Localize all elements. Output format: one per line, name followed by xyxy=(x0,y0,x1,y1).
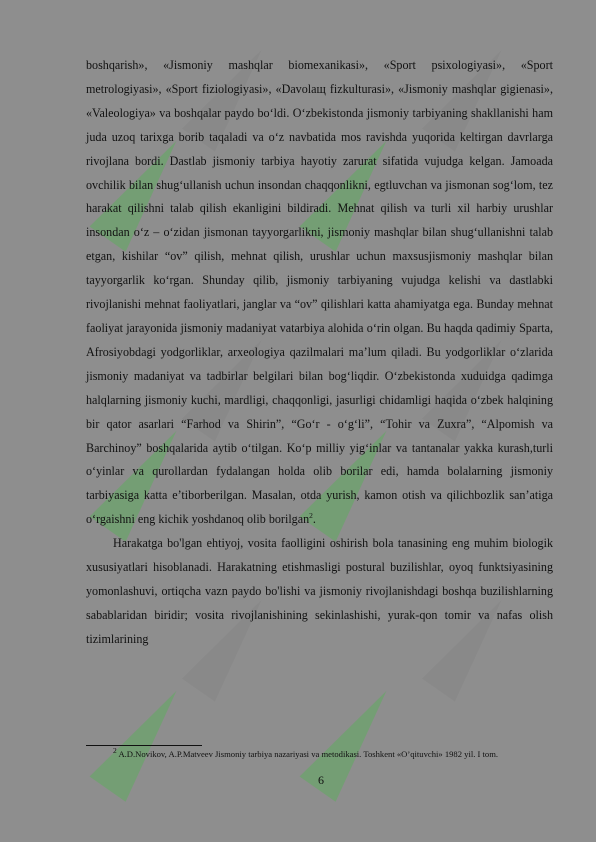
footnote-reference[interactable]: 2 xyxy=(309,511,313,521)
footnote xyxy=(86,748,553,760)
body-text xyxy=(86,54,553,652)
footnote-divider xyxy=(86,745,202,746)
footnote-text: A.D.Novikov, A.P.Matveev Jismoniy tarbiya nazariyasi va metodikasi. Toshkent «O’qituvchi» 1982 yil. I tom. xyxy=(118,749,499,759)
paragraph: boshqarish», «Jismoniy mashqlar biomexanikasi», «Sport psixologiyasi», «Sport metrologiyasi», «Sport fiziologiyasi», «Davolaщ fizkulturasi», «Jismoniy mashqlar gigienasi», «Valeologiya» va boshqalar paydo bo‘ldi. O‘zbekistonda jismoniy tarbiyaning shakllanishi ham juda uzoq tarixga borib taqaladi va o‘z navbatida mos ravishda yuqorida keltirgan davrlarga rivojlana bordi. Dastlab jismoniy tarbiya hayotiy zarurat sifatida vujudga kelgan. Jamoada ovchilik bilan shug‘ullanish uchun insondan chaqqonlikni, egtluvchan va jismonan sog‘lom, tez harakat qilishni talab qilish ekanligini bildiradi. Mehnat qilish va turli xil harbiy urushlar insondan o‘z – o‘zidan jismonan tayyorgarlikni, jismoniy mashqlar bilan shug‘ullanishni talab etgan, kishilar “ov” qilish, mehnat qilish, urushlar uchun maxsusjismoniy mashqlar bilan tayyorgarlik ko‘rgan. Shunday qilib, jismoniy tarbiyaning vujudga kelishi va dastlabki rivojlanishi mehnat faoliyatlari, janglar va “ov” qilishlari katta ahamiyatga ega. Bunday mehnat faoliyat jarayonida jismoniy madaniyat vatarbiya alohida o‘rin olgan. Bu haqda qadimiy Sparta, Afrosiyobdagi yodgorliklar, arxeologiya qazilmalari ma’lum qiladi. Bu yodgorliklar o‘zlarida jismoniy madaniyat va tadbirlar belgilari bilan bog‘liqdir. O‘zbekistonda xuduidga qadimga halqlarning jismoniy kuchi, mardligi, chaqqonligi, jasurligi chidamligi haqida o‘zbek halqining bir qator asarlari “Farhod va Shirin”, “Go‘r - o‘g‘li”, “Tohir va Zuxra”, “Alpomish va Barchinoy” boshqalarida aytib o‘tilgan. Ko‘p milliy yig‘inlar va tantanalar yakka kurash,turli o‘yinlar va qurollardan fydalangan holda olib borilar edi, hamda bolalarning jismoniy tarbiyasiga katta e’tiborberilgan. Masalan, otda yurish, kamon otish va qilichbozlik san’atiga o‘rgaishni eng kichik yoshdanoq olib borilgan$^2$. xyxy=(86,58,553,527)
page-number: 6 xyxy=(318,773,324,787)
watermark-shape xyxy=(90,678,195,802)
watermark-shape xyxy=(300,678,405,802)
footnote-number: 2 xyxy=(113,746,117,756)
paragraph: Harakatga bo'lgan ehtiyoj, vosita faolligini oshirish bola tanasining eng muhim biologik xususiyatlari hisoblanadi. Harakatning etishmasligi postural buzilishlar, oyoq funktsiyasining yomonlashuvi, ortiqcha vazn paydo bo'lishi va jismoniy rivojlanishdagi boshqa buzilishlarning sabablaridan biridir; vosita rivojlanishining sekinlashishi, yurak-qon tomir va nafas olish tizimlarining xyxy=(86,536,553,646)
paragraph-text: boshqarish», «Jismoniy mashqlar biomexanikasi», «Sport psixologiyasi», «Sport metrologiyasi», «Sport fiziologiyasi», «Davolaщ fizkulturasi», «Jismoniy mashqlar gigienasi», «Valeologiya» va boshqalar paydo bo‘ldi. O‘zbekistonda jismoniy tarbiyaning shakllanishi ham juda uzoq tarixga borib taqaladi va o‘z navbatida mos ravishda yuqorida keltirgan davrlarga rivojlana bordi. Dastlab jismoniy tarbiya hayotiy zarurat sifatida vujudga kelgan. Jamoada ovchilik bilan shug‘ullanish uchun insondan chaqqonlikni, egtluvchan va jismonan sog‘lom, tez harakat qilishni talab qilish ekanligini bildiradi. Mehnat qilish va turli xil harbiy urushlar insondan o‘z – o‘zidan jismonan tayyorgarlikni, jismoniy mashqlar bilan shug‘ullanishni talab etgan, kishilar “ov” qilish, mehnat qilish, urushlar uchun maxsusjismoniy mashqlar bilan tayyorgarlik ko‘rgan. Shunday qilib, jismoniy tarbiyaning vujudga kelishi va dastlabki rivojlanishi mehnat faoliyatlari, janglar va “ov” qilishlari katta ahamiyatga ega. Bunday mehnat faoliyat jarayonida jismoniy madaniyat vatarbiya alohida o‘rin olgan. Bu haqda qadimiy Sparta, Afrosiyobdagi yodgorliklar, arxeologiya qazilmalari ma’lum qiladi. Bu yodgorliklar o‘zlarida jismoniy madaniyat va tadbirlar belgilari bilan bog‘liqdir. O‘zbekistonda xuduidga qadimga halqlarning jismoniy kuchi, mardligi, chaqqonligi, jasurligi chidamligi haqida o‘zbek halqining bir qator asarlari “Farhod va Shirin”, “Go‘r - o‘g‘li”, “Tohir va Zuxra”, “Alpomish va Barchinoy” boshqalarida aytib o‘tilgan. Ko‘p milliy yig‘inlar va tantanalar yakka kurash,turli o‘yinlar va qurollardan fydalangan holda olib borilar edi, hamda bolalarning jismoniy tarbiyasiga katta e’tiborberilgan. Masalan, otda yurish, kamon otish va qilichbozlik san’atiga o‘rgaishni eng kichik yoshdanoq olib borilgan xyxy=(86,58,553,527)
